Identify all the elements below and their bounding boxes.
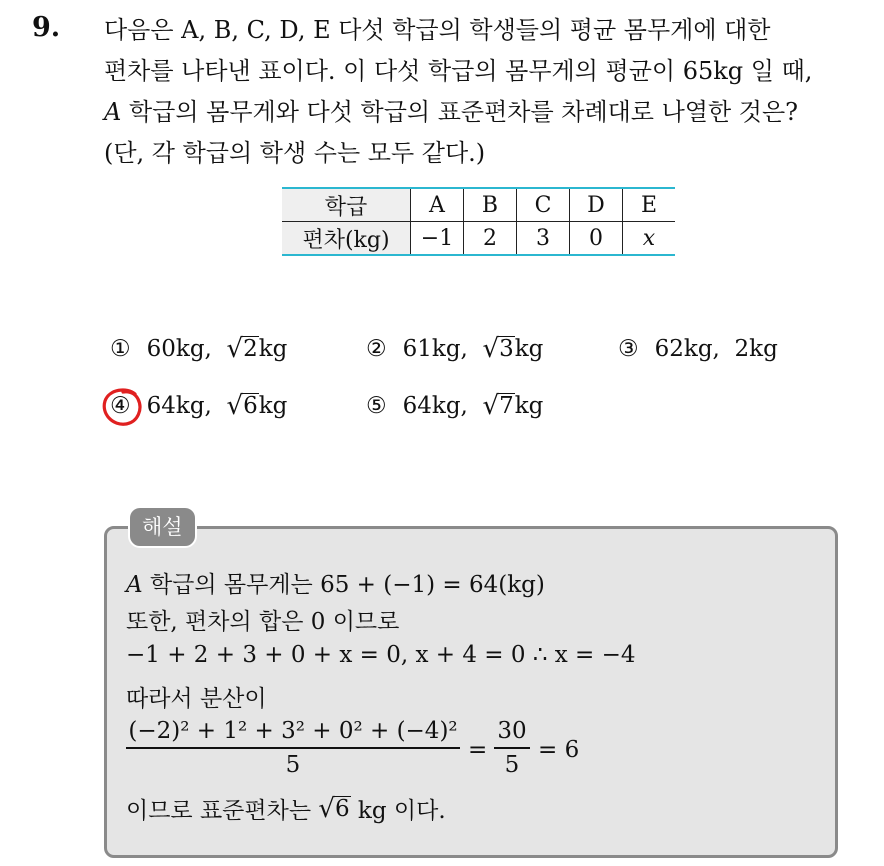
- solution-tag: 해설: [128, 506, 197, 548]
- solution-line-2: 또한, 편차의 합은 0 이므로: [126, 609, 400, 635]
- sqrt-symbol: √ 6: [226, 391, 258, 421]
- row-header: 편차(kg): [282, 222, 411, 256]
- table-cell: A: [411, 188, 464, 222]
- choice-number: ④: [110, 393, 131, 419]
- radicand: 7: [499, 393, 514, 419]
- solution-line-6-end: kg 이다.: [357, 798, 446, 824]
- radicand: 2: [243, 336, 258, 362]
- table-row: [282, 188, 675, 222]
- solution-line-3: −1 + 2 + 3 + 0 + x = 0, x + 4 = 0 ∴ x = −4: [126, 642, 636, 668]
- solution-line-6: [126, 792, 446, 825]
- choice-2[interactable]: [366, 336, 543, 362]
- choice-unit: kg: [514, 336, 544, 362]
- stem-line-1: 다음은 A, B, C, D, E 다섯 학급의 학생들의 평균 몸무게에 대한: [104, 16, 771, 44]
- solution-line-6-text: 이므로 표준편차는: [126, 798, 312, 824]
- question-stem: [104, 10, 812, 174]
- table-cell: x: [623, 222, 676, 256]
- table-cell: C: [517, 188, 570, 222]
- fraction-denominator: 5: [504, 751, 520, 778]
- choice-mean: 62kg,: [654, 336, 720, 362]
- table-cell: 2: [464, 222, 517, 256]
- variance-result: = 6: [538, 737, 580, 763]
- fraction-bar: [494, 747, 530, 749]
- choice-unit: kg: [258, 336, 288, 362]
- choice-3[interactable]: [618, 336, 778, 362]
- choice-number: ②: [366, 336, 387, 362]
- choice-mean: 60kg,: [146, 336, 212, 362]
- stem-line-3: [104, 92, 812, 133]
- fraction-numerator: (−2)² + 1² + 3² + 0² + (−4)²: [128, 718, 458, 744]
- table-cell: D: [570, 188, 623, 222]
- solution-line-1: [126, 566, 545, 599]
- table-cell: E: [623, 188, 676, 222]
- equals-sign: =: [468, 737, 488, 763]
- choice-unit: kg: [514, 393, 544, 419]
- sqrt-symbol: √ 2: [226, 334, 258, 364]
- radicand: 6: [243, 393, 258, 419]
- choice-5[interactable]: [366, 393, 543, 419]
- choice-number: ①: [110, 336, 131, 362]
- table-cell: B: [464, 188, 517, 222]
- deviation-table: [282, 187, 675, 256]
- choice-unit: 2kg: [734, 336, 778, 362]
- stem-line-4: (단, 각 학급의 학생 수는 모두 같다.): [104, 139, 486, 167]
- table-row: [282, 222, 675, 256]
- radicand: 6: [334, 795, 350, 822]
- radicand: 3: [499, 336, 514, 362]
- question-number: 9.: [32, 12, 61, 43]
- stem-line-3-text: 학급의 몸무게와 다섯 학급의 표준편차를 차례대로 나열한 것은?: [128, 98, 799, 126]
- fraction-denominator: 5: [285, 751, 301, 778]
- row-header: 학급: [282, 188, 411, 222]
- solution-line-4: 따라서 분산이: [126, 686, 267, 712]
- choice-mean: 64kg,: [402, 393, 468, 419]
- variance-fraction-2: [494, 718, 530, 778]
- table-cell: 3: [517, 222, 570, 256]
- table-cell: −1: [411, 222, 464, 256]
- variance-fraction: [126, 718, 460, 778]
- sqrt-symbol: √ 6: [318, 793, 350, 824]
- fraction-numerator: 30: [497, 718, 527, 744]
- sqrt-symbol: √ 7: [482, 391, 514, 421]
- choice-mean: 64kg,: [146, 393, 212, 419]
- choice-1[interactable]: [110, 336, 287, 362]
- choice-unit: kg: [258, 393, 288, 419]
- answer-circle-icon: [101, 387, 145, 429]
- stem-variable: A: [104, 98, 122, 126]
- solution-variable: A: [126, 572, 143, 598]
- solution-line-1-text: 학급의 몸무게는 65 + (−1) = 64(kg): [149, 572, 545, 598]
- choice-number: ⑤: [366, 393, 387, 419]
- choice-mean: 61kg,: [402, 336, 468, 362]
- sqrt-symbol: √ 3: [482, 334, 514, 364]
- stem-line-2: 편차를 나타낸 표이다. 이 다섯 학급의 몸무게의 평균이 65kg 일 때,: [104, 57, 813, 85]
- table-cell: 0: [570, 222, 623, 256]
- choice-number: ③: [618, 336, 639, 362]
- fraction-bar: [126, 747, 460, 749]
